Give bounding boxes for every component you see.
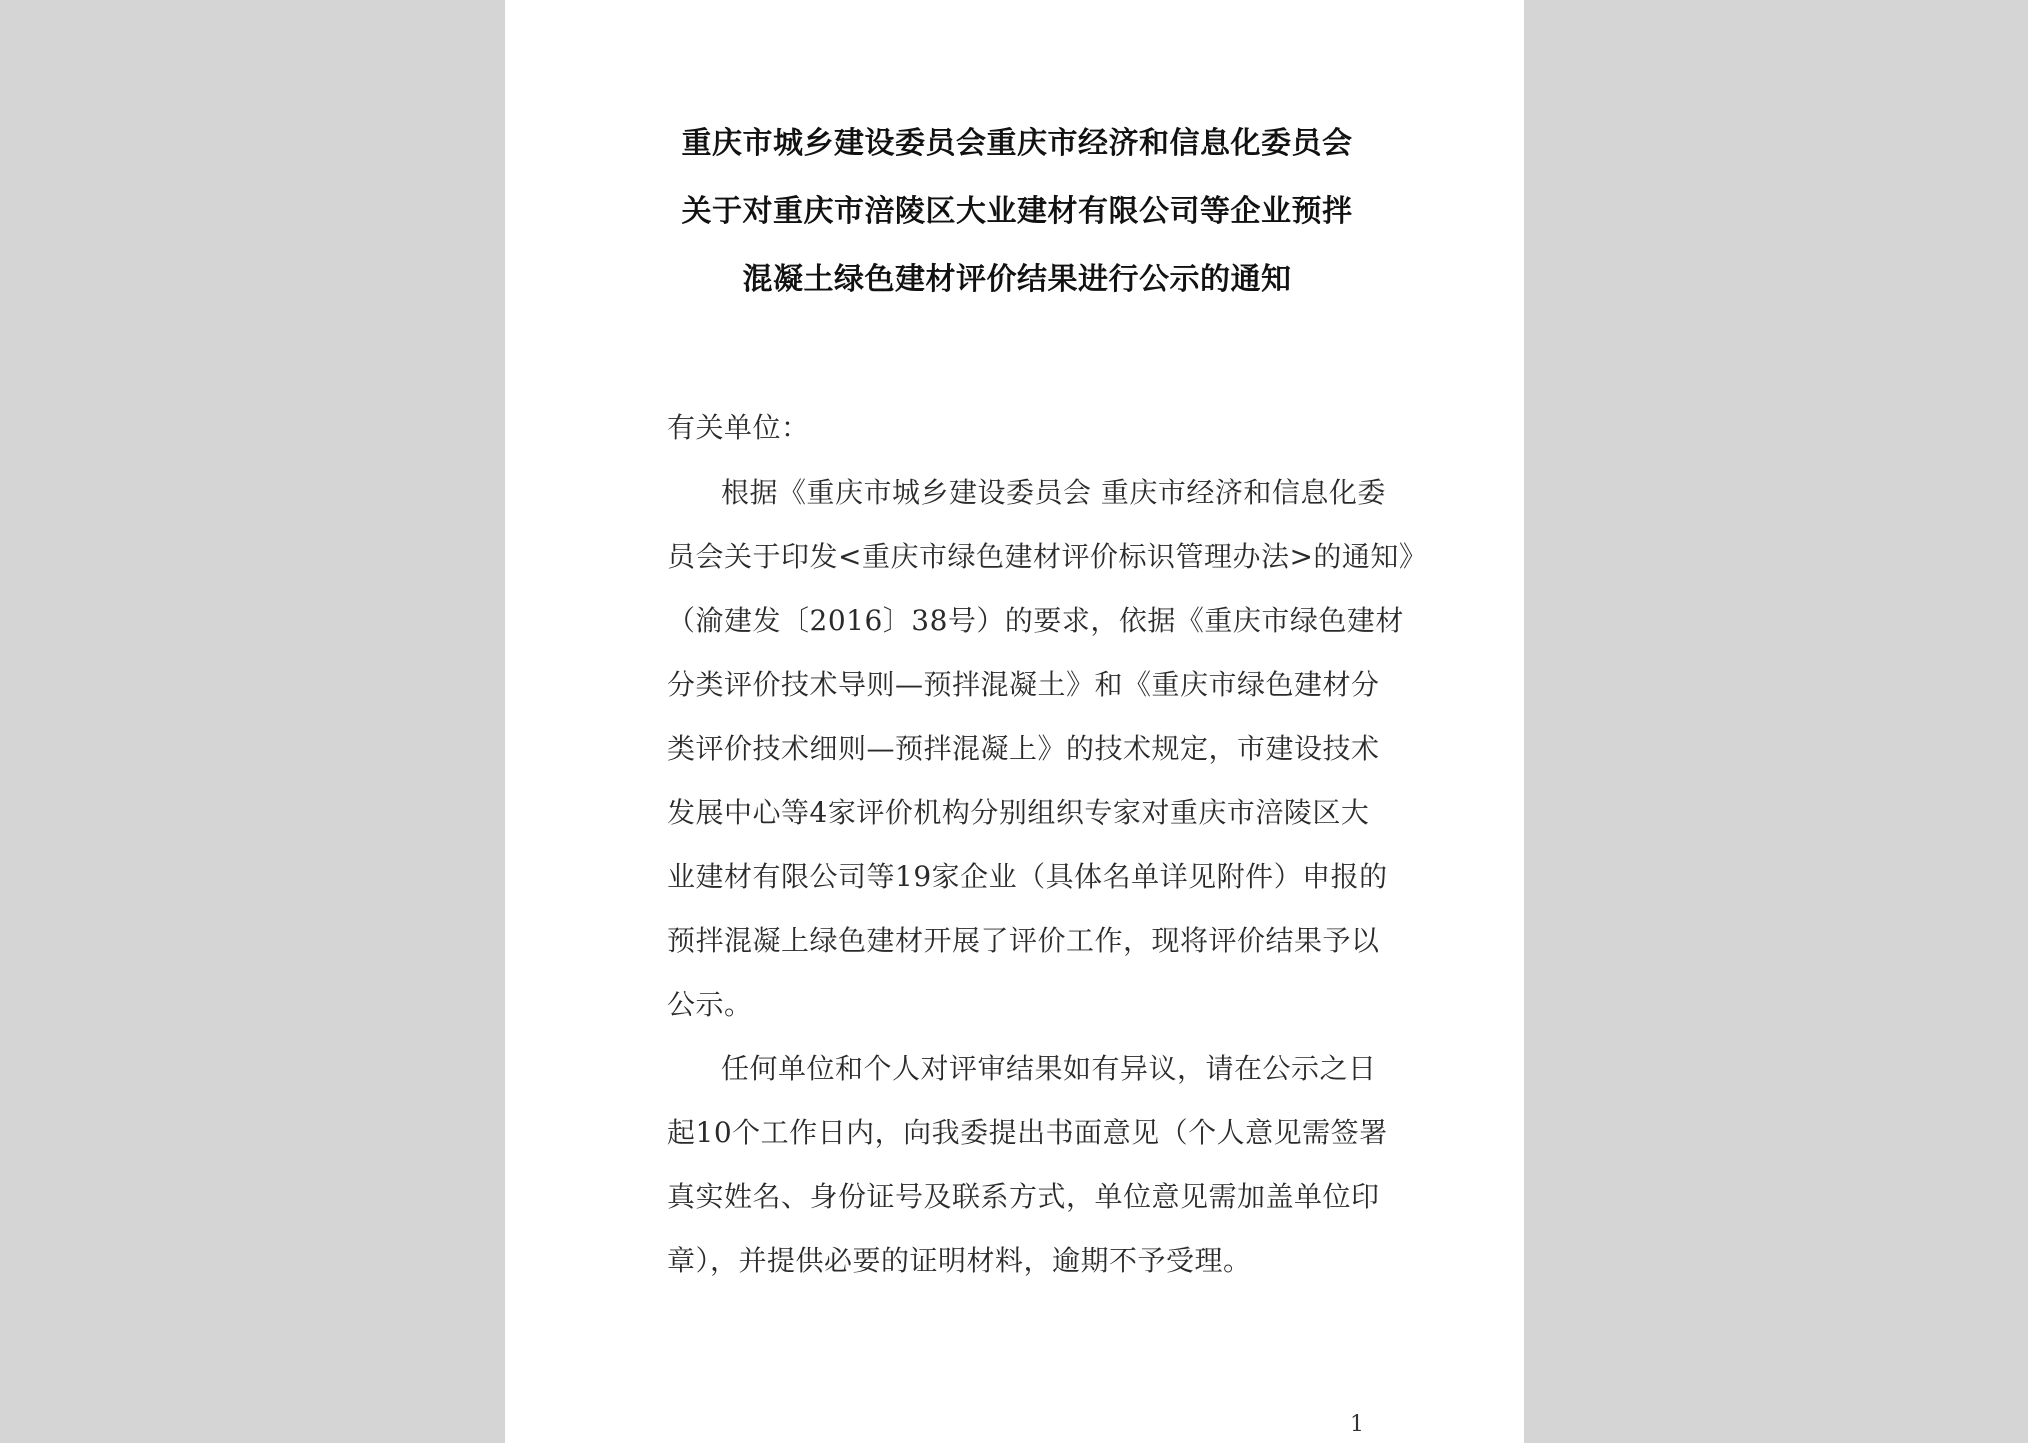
paragraph-1-line: 预拌混凝上绿色建材开展了评价工作，现将评价结果予以 bbox=[667, 924, 1380, 957]
paragraph-1-line: 分类评价技术导则—预拌混凝土》和《重庆市绿色建材分 bbox=[667, 668, 1380, 701]
title-line-3: 混凝土绿色建材评价结果进行公示的通知 bbox=[742, 262, 1292, 297]
paragraph-1-line: 业建材有限公司等19家企业（具体名单详见附件）申报的 bbox=[667, 860, 1388, 893]
paragraph-2-line: 任何单位和个人对评审结果如有异议，请在公示之日 bbox=[721, 1052, 1377, 1085]
paragraph-1-line: 员会关于印发<重庆市绿色建材评价标识管理办法>的通知》 bbox=[667, 540, 1428, 573]
paragraph-1-line: 公示。 bbox=[667, 988, 753, 1021]
title-line-2: 关于对重庆市涪陵区大业建材有限公司等企业预拌 bbox=[681, 194, 1353, 229]
page-number: 1 bbox=[1350, 1412, 1364, 1437]
paragraph-1-line: 类评价技术细则—预拌混凝上》的技术规定，市建设技术 bbox=[667, 732, 1380, 765]
title-line-1: 重庆市城乡建设委员会重庆市经济和信息化委员会 bbox=[681, 126, 1353, 161]
paragraph-2-line: 章），并提供必要的证明材料，逾期不予受理。 bbox=[667, 1244, 1252, 1277]
paragraph-2-line: 起10个工作日内，向我委提出书面意见（个人意见需签署 bbox=[667, 1116, 1388, 1149]
paragraph-1-line: 发展中心等4家评价机构分别组织专家对重庆市涪陵区大 bbox=[667, 796, 1370, 829]
paragraph-1-line: 根据《重庆市城乡建设委员会 重庆市经济和信息化委 bbox=[721, 476, 1386, 509]
paragraph-2-line: 真实姓名、身份证号及联系方式，单位意见需加盖单位印 bbox=[667, 1180, 1380, 1213]
salutation: 有关单位： bbox=[667, 411, 810, 444]
paragraph-1-line: （渝建发〔2016〕38号）的要求，依据《重庆市绿色建材 bbox=[667, 604, 1404, 637]
document-page bbox=[505, 0, 1524, 1443]
